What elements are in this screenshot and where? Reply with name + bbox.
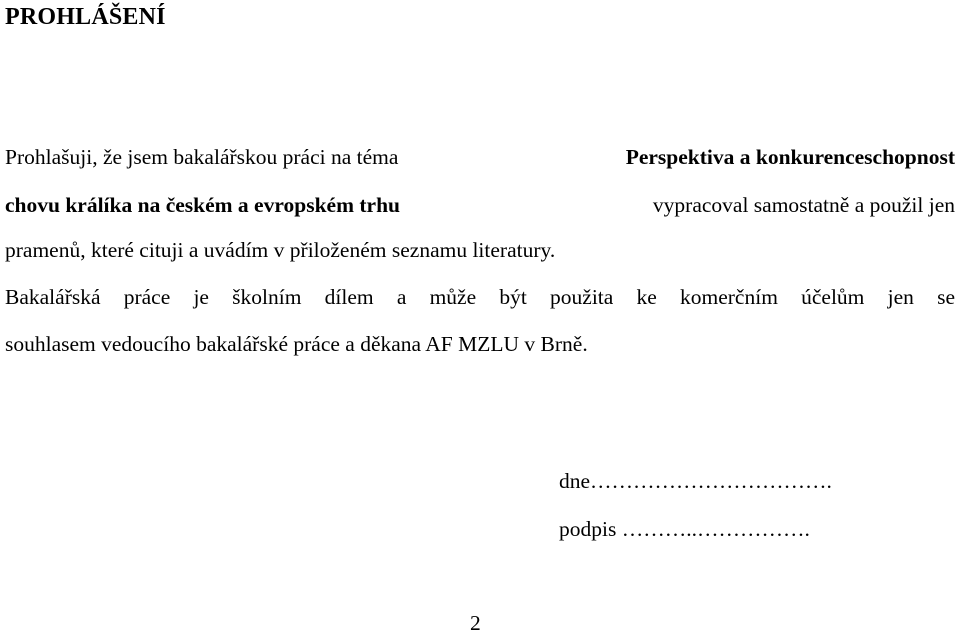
declaration-intro: Prohlašuji, že jsem bakalářskou práci na téma bbox=[5, 145, 399, 169]
page-title: PROHLÁŠENÍ bbox=[5, 4, 166, 30]
thesis-title-part-1: Perspektiva a konkurenceschopnost bbox=[625, 145, 955, 169]
declaration-line-1 bbox=[5, 144, 955, 170]
signature-line: podpis ………..……………. bbox=[559, 517, 810, 541]
usage-line-2: souhlasem vedoucího bakalářské práce a děkana AF MZLU v Brně. bbox=[5, 332, 588, 356]
date-line: dne……………………………. bbox=[559, 469, 832, 493]
declaration-line-3: pramenů, které cituji a uvádím v přiloženém seznamu literatury. bbox=[5, 238, 556, 262]
thesis-title-part-2: chovu králíka na českém a evropském trhu bbox=[5, 193, 400, 217]
declaration-after-title: vypracoval samostatně a použil jen bbox=[652, 193, 955, 217]
declaration-line-2 bbox=[5, 192, 955, 218]
page-number-text: 2 bbox=[470, 611, 481, 635]
usage-line-1: Bakalářská práce je školním dílem a může být použita ke komerčním účelům jen se bbox=[5, 285, 955, 309]
